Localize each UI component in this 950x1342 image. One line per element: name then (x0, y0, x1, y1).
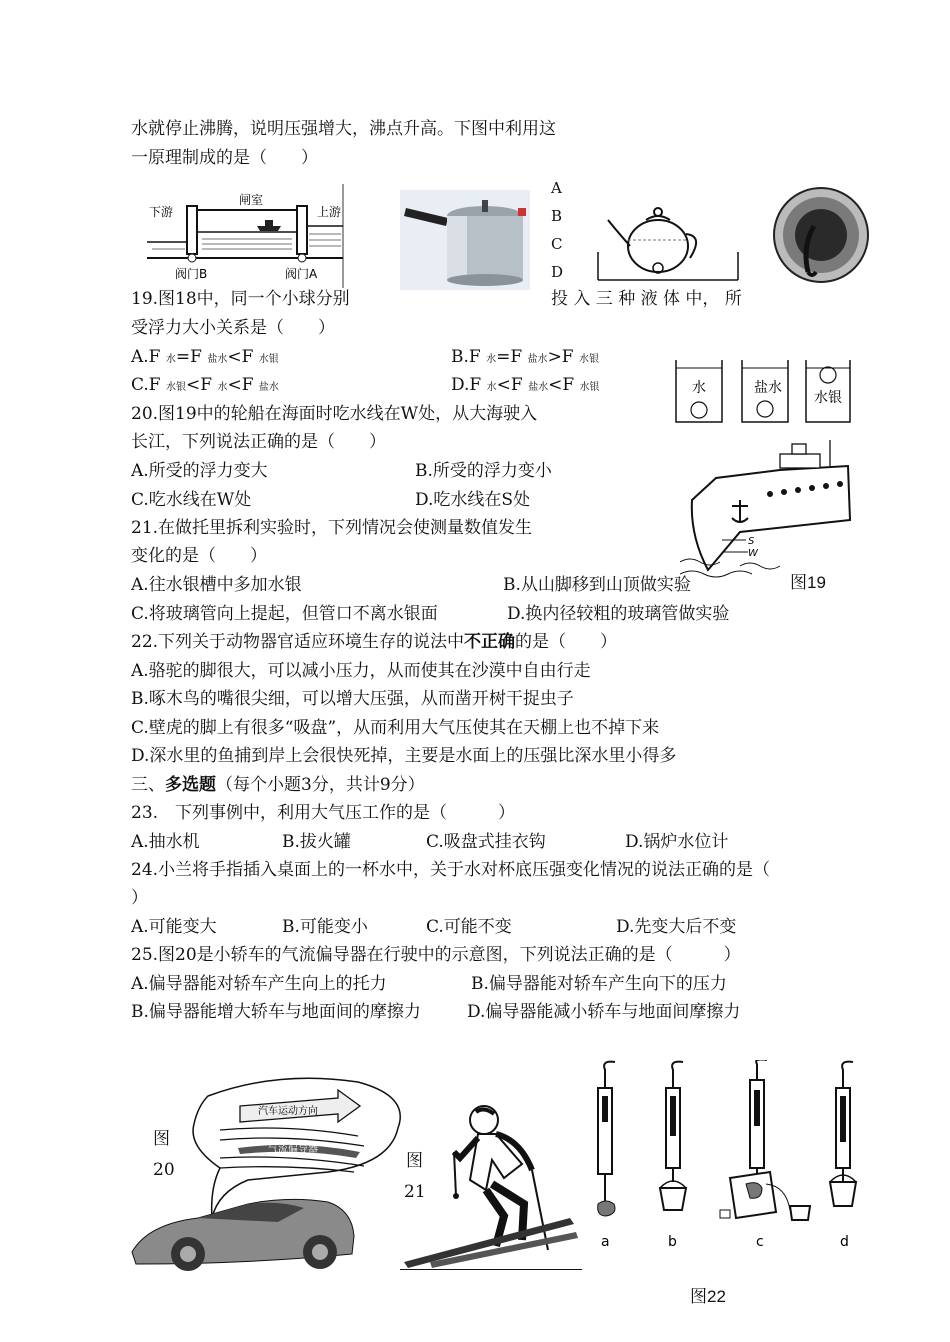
q19-option-a: A.F 水=F 盐水<F 水银 (131, 347, 279, 367)
figure-21-caption-2: 21 (404, 1182, 426, 1202)
q25-option-c: B.偏导器能增大轿车与地面间的摩擦力 (131, 1002, 421, 1022)
pressure-cooker-figure (400, 190, 530, 290)
q25-option-a: A.偏导器能对轿车产生向上的托力 (131, 974, 387, 994)
q18-text-line2: 一原理制成的是（ ） (131, 148, 318, 168)
figure-22-caption: 图22 (690, 1287, 726, 1306)
q20-text-a: 20.图19中的轮船在海面时吃水线在W处，从大海驶入 (131, 404, 538, 424)
scale-label-b: b (668, 1234, 677, 1250)
q19-text-c: 受浮力大小关系是（ ） (131, 318, 335, 338)
q24-option-d: D.先变大后不变 (616, 917, 737, 937)
q25-text: 25.图20是小轿车的气流偏导器在行驶中的示意图，下列说法正确的是（ ） (131, 945, 741, 965)
teapot-figure (596, 190, 740, 282)
lock-label-chamber: 闸室 (239, 193, 264, 207)
q21-option-b: B.从山脚移到山顶做实验 (503, 575, 691, 595)
ship-label-w: W (748, 548, 758, 559)
q23-option-b: B.拔火罐 (282, 832, 351, 852)
q24-text-a: 24.小兰将手指插入桌面上的一杯水中，关于水对杯底压强变化情况的说法正确的是（ (131, 860, 771, 880)
option-b-label: B (551, 207, 563, 225)
car-label-motion-direction: 汽车运动方向 (258, 1106, 318, 1117)
q21-text-b: 变化的是（ ） (131, 546, 267, 566)
scale-label-d: d (840, 1234, 849, 1250)
q19-text-a: 19.图18中，同一个小球分别 (131, 289, 350, 309)
q19-option-d: D.F 水<F 盐水<F 水银 (451, 375, 600, 395)
beakers-figure (668, 356, 852, 426)
option-c-label: C (551, 235, 563, 253)
ship-lock-figure (147, 184, 347, 288)
figure-20-caption-2: 20 (153, 1160, 175, 1180)
figure-19-caption: 图19 (790, 573, 826, 592)
q25-option-b: B.偏导器能对轿车产生向下的压力 (471, 974, 727, 994)
figure-20-caption-1: 图 (153, 1129, 170, 1149)
q18-text-line1: 水就停止沸腾，说明压强增大，沸点升高。下图中利用这 (131, 119, 556, 139)
section-3-heading: 三、多选题（每个小题3分，共计9分） (131, 775, 425, 795)
q20-option-b: B.所受的浮力变小 (415, 461, 552, 481)
q19-option-b: B.F 水=F 盐水>F 水银 (451, 347, 600, 367)
q22-option-a: A.骆驼的脚很大，可以减小压力，从而使其在沙漠中自由行走 (131, 661, 591, 681)
q24-option-b: B.可能变小 (282, 917, 368, 937)
q21-option-c: C.将玻璃管向上提起，但管口不离水银面 (131, 604, 438, 624)
q25-option-d: D.偏导器能减小轿车与地面间摩擦力 (467, 1002, 741, 1022)
suction-hook-figure (772, 186, 870, 284)
figure-21-caption-1: 图 (406, 1151, 423, 1171)
q24-option-c: C.可能不变 (426, 917, 512, 937)
q23-text: 23. 下列事例中，利用大气压工作的是（ ） (131, 803, 516, 823)
q20-option-d: D.吃水线在S处 (415, 490, 531, 510)
q22-option-c: C.壁虎的脚上有很多“吸盘”，从而利用大气压使其在天棚上也不掉下来 (131, 718, 660, 738)
ship-label-s: S (748, 536, 755, 547)
beaker-label-water: 水 (692, 380, 706, 396)
lock-label-upstream: 上游 (317, 205, 342, 219)
option-d-label: D (551, 263, 564, 281)
q20-option-a: A.所受的浮力变大 (131, 461, 268, 481)
q24-option-a: A.可能变大 (131, 917, 217, 937)
q21-option-d: D.换内径较粗的玻璃管做实验 (507, 604, 730, 624)
q21-text-a: 21.在做托里拆利实验时，下列情况会使测量数值发生 (131, 518, 533, 538)
option-a-label: A (551, 179, 562, 197)
q19-text-b: 投 入 三 种 液 体 中， 所 (551, 289, 742, 309)
q24-text-b: ） (131, 888, 148, 908)
scale-label-a: a (601, 1234, 610, 1250)
q22-text: 22.下列关于动物器官适应环境生存的说法中不正确的是（ ） (131, 632, 618, 652)
lock-label-gate-b: 阀门B (175, 267, 208, 281)
car-deflector-figure (128, 1068, 410, 1278)
q22-option-b: B.啄木鸟的嘴很尖细，可以增大压强，从而凿开树干捉虫子 (131, 689, 574, 709)
lock-label-downstream: 下游 (149, 205, 174, 219)
q22-option-d: D.深水里的鱼捕到岸上会很快死掉，主要是水面上的压强比深水里小得多 (131, 746, 677, 766)
beaker-label-mercury: 水银 (814, 390, 842, 406)
beaker-label-brine: 盐水 (754, 380, 782, 396)
q23-option-d: D.锅炉水位计 (625, 832, 729, 852)
spring-scales-figure (590, 1060, 860, 1260)
q20-text-b: 长江，下列说法正确的是（ ） (131, 432, 386, 452)
lock-label-gate-a: 阀门A (285, 267, 318, 281)
car-label-deflector: 气流偏导器 (268, 1144, 318, 1155)
q23-option-c: C.吸盘式挂衣钩 (426, 832, 546, 852)
q19-option-c: C.F 水银<F 水<F 盐水 (131, 375, 279, 395)
skier-figure (400, 1100, 582, 1270)
ship-figure (680, 440, 856, 590)
q21-option-a: A.往水银槽中多加水银 (131, 575, 302, 595)
q23-option-a: A.抽水机 (131, 832, 200, 852)
q20-option-c: C.吃水线在W处 (131, 490, 252, 510)
scale-label-c: c (756, 1234, 764, 1250)
